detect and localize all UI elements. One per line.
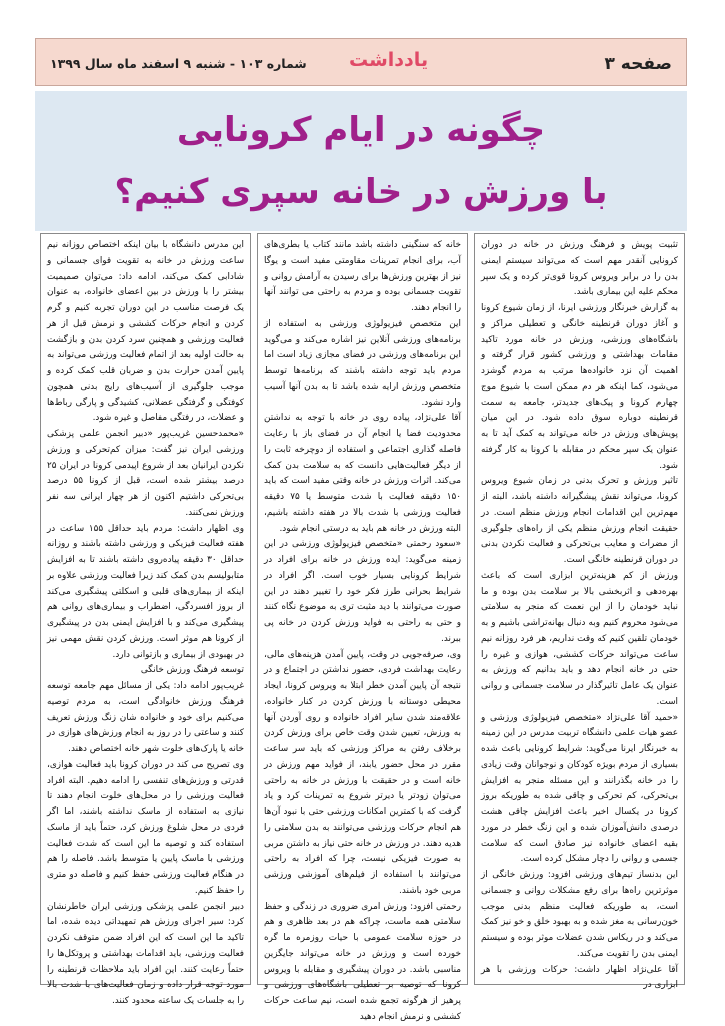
article-column-3 xyxy=(40,233,251,1006)
paragraph: خانه که سنگینی داشته باشد مانند کتاب یا بطری‌های آب، برای انجام تمرینات مقاومتی مفید است و یوگا نیز از بهترین ورزش‌ها برای رسیدن به آرامش روانی و تقویت جسمانی بوده و مردم به راحتی می توانند آنها را انجام دهند. xyxy=(264,240,461,313)
paragraph: به گزارش خبرنگار ورزشی ایرنا، از زمان شیوع کرونا و آغاز دوران قرنطینه خانگی و تعطیلی مراکز و باشگاه‌های ورزشی، ورزش در خانه مورد تاکید مقامات بهداشتی و ورزشی کشور قرار گرفته و اهمیت آن نزد خانواده‌ها مرتب به مردم گوشزد می‌شود، کما اینکه هر دم ممکن است با شیوع موج چهارم کرونا و پیک‌های جدیدتر، جامعه به سمت قرنطینه دوباره سوق داده شود. در این میان پویش‌های ورزش در خانه می‌تواند به کمک آید تا به عنوان یک سپر محکم در مقابله با کرونا به کار گرفته شود. xyxy=(481,303,678,471)
article-column-1 xyxy=(474,233,685,991)
page-number: صفحه ۳ xyxy=(604,54,672,74)
paragraph: غریب‌پور ادامه داد: یکی از مسائل مهم جامعه توسعه فرهنگ ورزش خانوادگی است، به مردم توصیه می‌کنیم برای خود و خانواده شان زنگ ورزش تعریف کنند و ساعتی را در روز به انجام ورزش‌های هوازی در خانه یا پارک‌های خلوت شهر خانه اختصاص دهند. xyxy=(47,681,244,754)
article-body xyxy=(40,233,685,1022)
page-header xyxy=(35,38,687,86)
issue-info: شماره ۱۰۳ - شنبه ۹ اسفند ماه سال ۱۳۹۹ xyxy=(50,55,307,71)
paragraph: «سعود رحمتی «متخصص فیزیولوژی ورزشی در این زمینه می‌گوید: ایده ورزش در خانه برای افراد در شرایط کرونایی بسیار خوب است. اگر افراد در شرایط بحرانی طرز فکر خود را تغییر دهند در این صورت می‌توانند با دید مثبت تری به موضوع نگاه کنند و حتی به راحتی به فواید ورزش کردن در خانه پی ببرند. xyxy=(264,539,461,644)
paragraph: وی، صرفه‌جویی در وقت، پایین آمدن هزینه‌های مالی، رعایت بهداشت فردی، حضور نداشتن در اجتماع و در نتیجه آن پایین آمدن خطر ابتلا به ویروس کرونا، ایجاد محیطی دوستانه با ورزش کردن در کنار خانواده، علاقه‌مند شدن سایر افراد خانواده و روی آوردن آنها به ورزش، تعیین شدن وقت خاص برای ورزش کردن برخلاف رفتن به مراکز ورزشی که باید سر ساعت مقرر در محل حضور یابند، از فواید مهم ورزش در خانه است و در حقیقت با ورزش در خانه به راحتی می‌توان زودتر یا دیرتر شروع به تمرینات کرد و یاد گرفت که با کمترین امکانات ورزشی حتی با نبود آن‌ها هم انجام حرکات ورزشی می‌توانند به بدن سلامتی را هدیه دهند. در ورزش در خانه حتی نیاز به داشتن مربی به صورت فیزیکی نیست، چرا که افراد به راحتی می‌توانند با استفاده از فیلم‌های آموزشی ورزشی مربی خود باشند. xyxy=(264,649,461,896)
paragraph: آقا علی‌نژاد اظهار داشت: حرکات ورزشی با هر ابزاری در xyxy=(481,964,678,991)
section-label: یادداشت xyxy=(349,49,429,71)
subheading: توسعه فرهنگ ورزش خانگی xyxy=(140,665,244,676)
article-column-2 xyxy=(257,233,468,1022)
paragraph: «محمدحسین غریب‌پور «دبیر انجمن علمی پزشکی ورزشی ایران نیز گفت: میزان کم‌تحرکی و ورزش نکردن ایرانیان بعد از شروع اپیدمی کرونا در ایران ۲۵ درصد بیشتر شده است، قبل از کرونا ۵۵ درصد بی‌تحرکی داشتیم اکنون از هر چهار ایرانی سه نفر ورزش نمی‌کنند. xyxy=(47,429,244,518)
paragraph: تاثیر ورزش و تحرک بدنی در زمان شیوع ویروس کرونا، می‌تواند نقش پیشگیرانه داشته باشد، البته از مهم‌ترین این اقدامات انجام ورزش منظم است. در حقیقت انجام ورزش منظم یکی از راه‌های جلوگیری از مضرات و معایب بی‌تحرکی و فعالیت نکردن بدنی در دوران قرنطینه خانگی است. xyxy=(481,476,678,565)
paragraph: این مدرس دانشگاه با بیان اینکه اختصاص روزانه نیم ساعت ورزش در خانه به تقویت قوای جسمانی و شادابی کمک می‌کند، ادامه داد: می‌توان صمیمیت بیشتر را با ورزش در بین اعضای خانواده، به عنوان یک فرصت مناسب در این دوران تجربه کنیم و گرم کردن و انجام حرکات کششی و نرمش قبل از هر فعالیت ورزشی و همچنین سرد کردن بدن و بازگشت به حالت اولیه بعد از اتمام فعالیت ورزشی می‌تواند به پایین آمدن حرارت بدن و ضربان قلب کمک کرده و موجب جلوگیری از آسیب‌های رایج بدنی همچون کوفتگی و گرفتگی عضلانی، کشیدگی و پارگی رباط‌ها و عضلات، در رفتگی مفاصل و غیره شود. xyxy=(47,240,244,424)
paragraph: آقا علی‌نژاد، پیاده روی در خانه با توجه به نداشتن محدودیت فضا یا انجام آن در فضای باز با رعایت فاصله گذاری اجتماعی و استفاده از دوچرخه ثابت را از دیگر فعالیت‌هایی دانست که به سلامت بدن کمک می‌کند. اثرات ورزش در خانه وقتی مفید است که باید ۱۵۰ دقیقه فعالیت با شدت متوسط یا ۷۵ دقیقه فعالیت ورزشی با شدت بالا در هفته داشته باشیم، البته ورزش در خانه هم باید به درستی انجام شود. xyxy=(264,413,461,534)
paragraph: وی تصریح می کند در دوران کرونا باید فعالیت هوازی، قدرتی و ورزش‌های تنفسی را ادامه دهیم. البته افراد فعالیت ورزشی را در محل‌های خلوت انجام دهند تا نیازی به استفاده از ماسک نداشته باشند، اما اگر فردی در محل شلوغ ورزش کرد، حتماً باید از ماسک استفاده کند و توصیه ما این است که شدت فعالیت ورزشی با ماسک پایین یا متوسط باشد. فاصله را هم در هنگام فعالیت ورزشی حفظ کنیم و فاصله دو متری را حفظ کنیم. xyxy=(47,759,244,896)
paragraph: «حمید آقا علی‌نژاد «متخصص فیزیولوژی ورزشی و عضو هیات علمی دانشگاه تربیت مدرس در این زمینه به خبرنگار ایرنا می‌گوید: شرایط کرونایی باعث شده بسیاری از مردم بویژه کودکان و نوجوانان وقت زیادی را در خانه بگذرانند و این مسئله منجر به افزایش بی‌تحرکی، کم تحرکی و چاقی شده به طوریکه بروز کرونا در یکسال اخیر باعث افزایش چاقی هشت درصدی دانش‌آموزان شده و این زنگ خطر در مورد بقیه اعضای خانواده نیز صادق است که سلامت جسمی و روانی را دچار مشکل کرده است. xyxy=(481,712,678,865)
article-title-box xyxy=(35,91,687,231)
paragraph: وی اظهار داشت: مردم باید حداقل ۱۵۵ ساعت در هفته فعالیت فیزیکی و ورزشی داشته باشند و روزانه حداقل ۳۰ دقیقه پیاده‌روی داشته باشند تا به افزایش متابولیسم بدن کمک کند زیرا فعالیت ورزشی علاوه بر اینکه از بیماری‌های قلبی و اسکلتی پیشگیری می‌کند از بروز افسردگی، اضطراب و بیماری‌های روانی هم پیشگیری می‌کند و با افزایش ایمنی بدن در پیشگیری از کرونا هم موثر است. ورزش کردن نقش مهمی نیز در بهبودی از بیماری و بازتوانی دارد. xyxy=(47,523,244,660)
paragraph: دبیر انجمن علمی پزشکی ورزشی ایران خاطرنشان کرد: سیر اجرای ورزش هم تمهیداتی دیده شده، اما تاکید ما این است که این افراد ضمن متوقف نکردن فعالیت ورزشی، باید اقدامات بهداشتی و پروتکل‌ها را حتماً رعایت کنند. این افراد باید ملاحظات قرنطینه را مورد توجه قرار داده و زمان فعالیت‌های با شدت بالا را به جلسات یک ساعته محدود کنند. xyxy=(47,901,244,1006)
article-title-line-2: با ورزش در خانه سپری کنیم؟ xyxy=(114,172,608,212)
paragraph: ورزش از کم هزینه‌ترین ابزاری است که باعث بهره‌دهی و اثربخشی بالا بر سلامت بدن بوده و ما نباید خودمان را از این نعمت که منجر به سلامتی می‌شود محروم کنیم وبه دنبال بهانه‌تراشی باشیم و به خودمان تلقین کنیم که وقت نداریم، هر فرد روزانه نیم ساعت می‌تواند حرکات کششی، هوازی و غیره را حتی در خانه انجام دهد و باید بدانیم که ورزش به عنوان یک عامل تاثیرگذار در سلامت جسمانی و روانی است. xyxy=(481,570,678,707)
paragraph: رحمتی افزود: ورزش امری ضروری در زندگی و حفظ سلامتی همه ماست، چراکه هم در بعد ظاهری و هم در حوزه سلامت عمومی با حیات روزمره ما گره خورده است و ورزش در خانه می‌تواند جایگزین مناسبی باشد. در دوران پیشگیری و مقابله با ویروس کرونا که توصیه بر تعطیلی باشگاه‌های ورزشی و پرهیز از هرگونه تجمع شده است، نیم ساعت حرکات کششی و نرمش انجام دهید xyxy=(264,901,461,1022)
paragraph: این متخصص فیزیولوژی ورزشی به استفاده از برنامه‌های ورزشی آنلاین نیز اشاره می‌کند و می‌گوید این برنامه‌های ورزشی در فضای مجازی زیاد است اما مردم باید توجه داشته باشند که برنامه‌ها توسط متخصص ورزش ارایه شده باشد تا به بدن آنها آسیب وارد نشود. xyxy=(264,318,461,408)
paragraph: تثبیت پویش و فرهنگ ورزش در خانه در دوران کرونایی آنقدر مهم است که می‌تواند سیستم ایمنی بدن را در برابر ویروس کرونا قوی‌تر کرده و یک سپر محکم علیه این بیماری باشد. xyxy=(481,240,678,298)
article-title-line-1: چگونه در ایام کرونایی xyxy=(176,110,546,150)
paragraph: این بدنساز تیم‌های ورزشی افزود: ورزش خانگی از موثرترین راه‌ها برای رفع مشکلات روانی و جسمانی است، به طوریکه فعالیت منظم بدنی موجب خون‌رسانی به مغز شده و به بهبود خلق و خو نیز کمک می‌کند و در ریکاس شدن عضلات موثر بوده و سیستم ایمنی بدن را تقویت می‌کند. xyxy=(481,870,678,959)
